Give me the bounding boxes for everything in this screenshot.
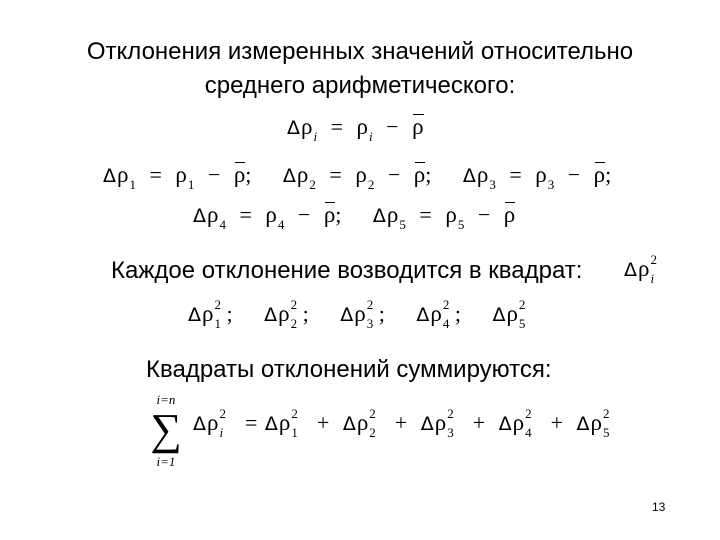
text-square-each: Каждое отклонение возводится в квадрат: [111,257,583,284]
title-line-2: среднего арифметического: [204,72,516,99]
sum-upper-limit: i=n [156,392,176,407]
title-line-1: Отклонения измеренных значений относительно [86,38,634,65]
formula-square-general: Δρ 2 i [624,252,657,286]
formula-sum-of-squares: Δρ 2 i = Δρ 2 1 + Δρ 2 2 + Δρ 2 3 + Δρ 2 4 + Δρ 2 5 [193,406,610,440]
formula-squares-list: Δρ 2 1 ; Δρ 2 2 ; Δρ 2 3 ; Δρ 2 4 ; Δρ 2 5 [188,297,526,331]
formula-deviations-1-3: Δρ1 = ρ1 − ρ; Δρ2 = ρ2 − ρ; Δρ3 = ρ3 − ρ; [103,162,612,192]
page-number: 13 [652,500,666,514]
summation-sign [143,392,189,470]
sum-lower-limit: i=1 [156,454,176,469]
sigma-symbol: ∑ [150,405,182,454]
formula-deviations-4-5: Δρ4 = ρ4 − ρ; Δρ5 = ρ5 − ρ [193,202,516,232]
text-squares-sum: Квадраты отклонений суммируются: [146,356,552,383]
formula-general-deviation: Δρi = ρi − ρ [287,114,424,144]
